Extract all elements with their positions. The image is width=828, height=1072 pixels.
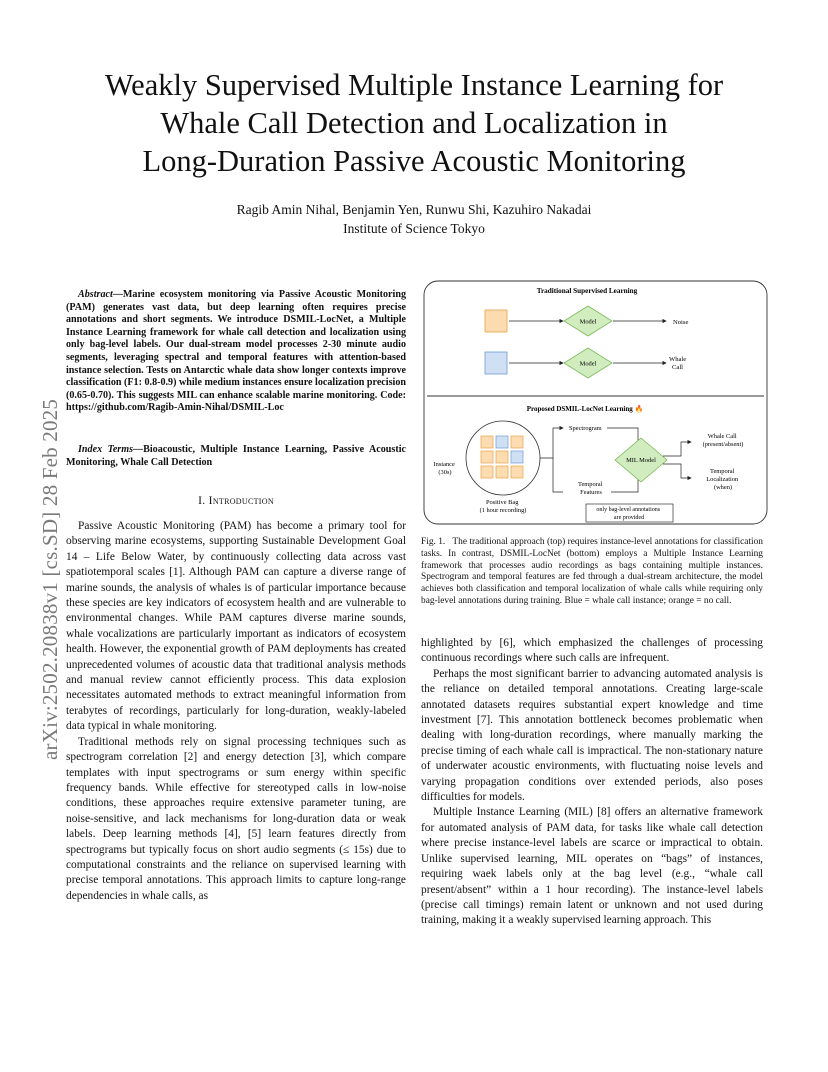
bag-annotation-line-2: are provided [613,515,645,521]
orange-instance-box [485,310,507,332]
right-paragraph-3: Multiple Instance Learning (MIL) [8] offers an alternative framework for automated analysis of PAM data, for tasks like whale call detection where precise instance-level labels are scarce or impractical to obtain. Unlike supervised learning, MIL operates on “bags” of instances, requiring waek labels only at the bag level (e.g., “whale call present/absent” within a 1 hour recording). The instance-level labels (precise call timings) remain latent or unknown and not used during training, making it a weakly supervised learning approach. This [421,806,763,927]
figure-1-diagram [423,280,768,525]
affiliation: Institute of Science Tokyo [343,221,485,236]
no-call-instance [511,466,523,478]
abstract-label: Abstract [78,289,113,300]
mil-model-label: MIL Model [626,457,656,464]
no-call-instance [496,466,508,478]
author-block [60,200,768,238]
index-terms [66,444,406,469]
right-paragraph-1: highlighted by [6], which emphasized the challenges of processing continuous recordings where such calls are infrequent. [421,637,763,665]
whale-call-instance [496,436,508,448]
positive-bag-line-1: Positive Bag [485,499,519,506]
figure-1-caption [421,537,763,608]
spectrogram-label: Spectrogram [569,425,602,432]
whale-call-output-line-2: (present/absent) [702,441,744,448]
whale-call-instance [511,451,523,463]
index-terms-text: —Bioacoustic, Multiple Instance Learning, Passive Acoustic Monitoring, Whale Call Detection [66,444,406,468]
temporal-features-label [578,481,604,496]
section-title: Introduction [208,494,274,507]
model-label-top: Model [579,318,597,326]
positive-bag-label [480,499,527,514]
positive-bag-line-2: (1 hour recording) [479,507,527,514]
no-call-instance [496,451,508,463]
abstract-text: —Marine ecosystem monitoring via Passive Acoustic Monitoring (PAM) generates vast data, but deep learning often requires precise annotations and short segments. We introduce DSMIL-LocNet, a Multiple Instance Learning framework for whale call detection and localization using only bag-level labels. Our dual-stream model processes 2-30 minute audio segments, leveraging spectral and temporal features with attention-based instance selection. Tests on Antarctic whale data show longer contexts improve classification (F1: 0.8-0.9) while medium instances ensure localization precision (0.65-0.70). This suggests MIL can enhance scalable marine monitoring. Code: https://github.com/Ragib-Amin-Nihal/DSMIL-Loc [66,289,406,414]
whale-call-line-1: Whale [669,356,687,363]
no-call-instance [511,436,523,448]
title-line-3: Long-Duration Passive Acoustic Monitoring [142,144,686,178]
bag-annotation-line-1: only bag-level annotations [596,507,661,513]
model-label-bottom: Model [579,360,597,368]
blue-instance-box [485,352,507,374]
temporal-line-2: Features [580,489,602,496]
arxiv-side-identifier: arXiv:2502.20838v1 [cs.SD] 28 Feb 2025 [38,398,62,760]
localization-line-3: (when) [713,484,733,491]
title-line-1: Weakly Supervised Multiple Instance Learning for [104,68,724,102]
right-paragraph-2: Perhaps the most significant barrier to advancing automated analysis is the reliance on detailed temporal annotations. Creating large-scale annotated datasets requires substantial expert knowledge and time investment [7]. This annotation bottleneck becomes problematic when dealing with long-duration recordings, where manually marking the precise timing of each whale call is impractical. The non-stationary nature of underwater acoustic environments, with fluctuating noise levels and varying propagation conditions over extended periods, also poses difficulties for models. [421,667,763,804]
introduction-body [66,519,406,904]
paper-title [60,66,768,180]
intro-paragraph-2: Traditional methods rely on signal processing techniques such as spectrogram correlation [2] and energy detection [3], which compare templates with input spectrograms or sum energy within specific frequency bands. While effective for stereotyped calls in low-noise conditions, these approaches require extensive parameter tuning, are noise-sensitive, and lack mechanisms for long-duration data or weak labels. Deep learning methods [4], [5] learn features directly from spectrograms but typically focus on short audio segments (≤ 15s) due to computational constraints and the reliance on supervised learning with precise temporal annotations. This approach limits to capture long-range dependencies in whale calls, as [66,735,406,902]
bag-instances [481,436,523,478]
whale-call-output-line-1: Whale Call [707,433,737,440]
noise-label: Noise [673,319,689,326]
caption-label: Fig. 1. [421,537,446,547]
instance-line-1: Instance [433,461,455,468]
title-line-2: Whale Call Detection and Localization in [160,106,668,140]
section-heading [66,494,406,507]
whale-call-line-2: Call [672,364,683,371]
index-terms-label: Index Terms [78,444,134,455]
right-column-body [421,636,763,929]
author-names: Ragib Amin Nihal, Benjamin Yen, Runwu Shi, Kazuhiro Nakadai [236,202,592,217]
no-call-instance [481,466,493,478]
no-call-instance [481,451,493,463]
whale-call-output [703,433,744,448]
instance-line-2: (30s) [438,469,452,476]
localization-line-1: Temporal [709,468,735,475]
intro-paragraph-1: Passive Acoustic Monitoring (PAM) has become a primary tool for observing marine ecosystems, supporting Sustainable Development Goal 14 – Life Below Water, by continuously collecting data across vast spatiotemporal scales [1]. Although PAM can capture a diverse range of marine sounds, the analysis of whales is of particular importance because these species are key indicators of ecosystem health and are vulnerable to environmental changes. While PAM captures diverse marine sounds, whale vocalizations are particularly important as indicators of ecosystem health. However, the exponential growth of PAM deployments has created unprecedented volumes of acoustic data that traditional analysis methods and manual review cannot efficiently process. This data explosion necessitates automated methods to extract meaningful information from terabytes of recordings, particularly for long-duration, weakly-labeled data typical in whale monitoring. [66,520,406,733]
figure-1 [423,280,768,525]
caption-text: The traditional approach (top) requires instance-level annotations for classification tasks. In contrast, DSMIL-LocNet (bottom) employs a Multiple Instance Learning framework that processes audio recordings as bags containing multiple instances. Spectrogram and temporal features are fed through a dual-stream architecture, the model achieves both classification and temporal localization of whale calls while requiring only bag-level annotations during training. Blue = whale call instance; orange = no call. [421,537,763,606]
fig-bottom-title: Proposed DSMIL-LocNet Learning 🔥 [526,405,644,413]
localization-line-2: Localization [706,476,739,483]
abstract [66,289,406,415]
temporal-line-1: Temporal [577,481,603,488]
fig-top-title: Traditional Supervised Learning [536,287,638,295]
section-number: I. [198,494,206,507]
no-call-instance [481,436,493,448]
